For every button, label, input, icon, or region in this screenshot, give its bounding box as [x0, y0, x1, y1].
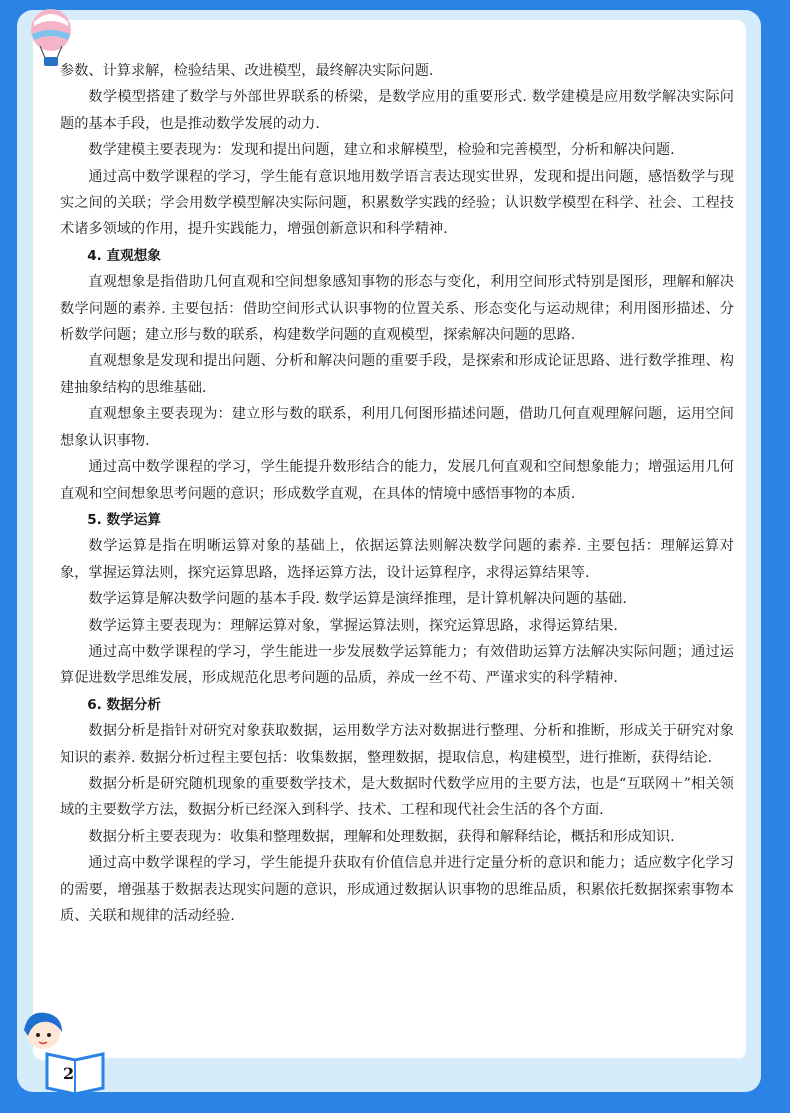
paragraph: 通过高中数学课程的学习，学生能进一步发展数学运算能力；有效借助运算方法解决实际问题；通过运算促进数学思维发展，形成规范化思考问题的品质，养成一丝不苟、严谨求实的科学精神. [60, 643, 734, 687]
paragraph: 数学运算是指在明晰运算对象的基础上，依据运算法则解决数学问题的素养. 主要包括：理解运算对象，掌握运算法则，探究运算思路，选择运算方法，设计运算程序，求得运算结果等. [60, 538, 734, 581]
paragraph: 直观想象是发现和提出问题、分析和解决问题的重要手段，是探索和形成论证思路、进行数学推理、构建抽象结构的思维基础. [60, 353, 734, 396]
paragraph: 直观想象是指借助几何直观和空间想象感知事物的形态与变化，利用空间形式特别是图形，理解和解决数学问题的素养. 主要包括：借助空间形式认识事物的位置关系、形态变化与运动规律；利用图形描述、分析数学问题；建立形与数的联系，构建数学问题的直观模型，探索解决问题的思路. [60, 274, 734, 344]
paragraph: 数学模型搭建了数学与外部世界联系的桥梁，是数学应用的重要形式. 数学建模是应用数学解决实际问题的基本手段，也是推动数学发展的动力. [60, 89, 734, 132]
section-heading: 5. 数学运算 [87, 511, 161, 528]
page-number: 2 [63, 1064, 75, 1083]
paragraph: 参数、计算求解，检验结果、改进模型，最终解决实际问题. [60, 63, 434, 79]
paragraph: 数学运算主要表现为：理解运算对象，掌握运算法则，探究运算思路，求得运算结果. [88, 617, 618, 634]
paragraph: 数学建模主要表现为：发现和提出问题，建立和求解模型，检验和完善模型，分析和解决问题. [88, 142, 675, 159]
paragraph: 数据分析是研究随机现象的重要数学技术，是大数据时代数学应用的主要方法，也是“互联网＋”相关领域的主要数学方法，数据分析已经深入到科学、技术、工程和现代社会生活的各个方面. [60, 775, 734, 819]
paragraph: 数据分析主要表现为：收集和整理数据，理解和处理数据，获得和解释结论，概括和形成知识. [88, 828, 675, 845]
paragraph: 数学运算是解决数学问题的基本手段. 数学运算是演绎推理，是计算机解决问题的基础. [88, 591, 627, 608]
open-book-icon [45, 1048, 105, 1094]
paragraph: 通过高中数学课程的学习，学生能有意识地用数学语言表达现实世界，发现和提出问题，感悟数学与现实之间的关联；学会用数学模型解决实际问题，积累数学实践的经验；认识数学模型在科学、社会、工程技术诸多领域的作用，提升实践能力，增强创新意识和科学精神. [60, 168, 734, 238]
footer-strip [100, 1058, 748, 1090]
paragraph: 数据分析是指针对研究对象获取数据，运用数学方法对数据进行整理、分析和推断，形成关于研究对象知识的素养. 数据分析过程主要包括：收集数据，整理数据，提取信息，构建模型，进行推断，获得结论. [60, 723, 734, 766]
section-heading: 4. 直观想象 [87, 247, 161, 264]
paragraph: 通过高中数学课程的学习，学生能提升获取有价值信息并进行定量分析的意识和能力；适应数字化学习的需要，增强基于数据表达现实问题的意识，形成通过数据认识事物的思维品质，积累依托数据探索事物本质、关联和规律的活动经验. [60, 855, 734, 924]
paragraph: 直观想象主要表现为：建立形与数的联系，利用几何图形描述问题，借助几何直观理解问题，运用空间想象认识事物. [60, 406, 734, 449]
section-heading: 6. 数据分析 [87, 696, 161, 713]
paragraph: 通过高中数学课程的学习，学生能提升数形结合的能力，发展几何直观和空间想象能力；增强运用几何直观和空间想象思考问题的意识；形成数学直观，在具体的情境中感悟事物的本质. [60, 459, 734, 502]
document-body [60, 58, 734, 929]
